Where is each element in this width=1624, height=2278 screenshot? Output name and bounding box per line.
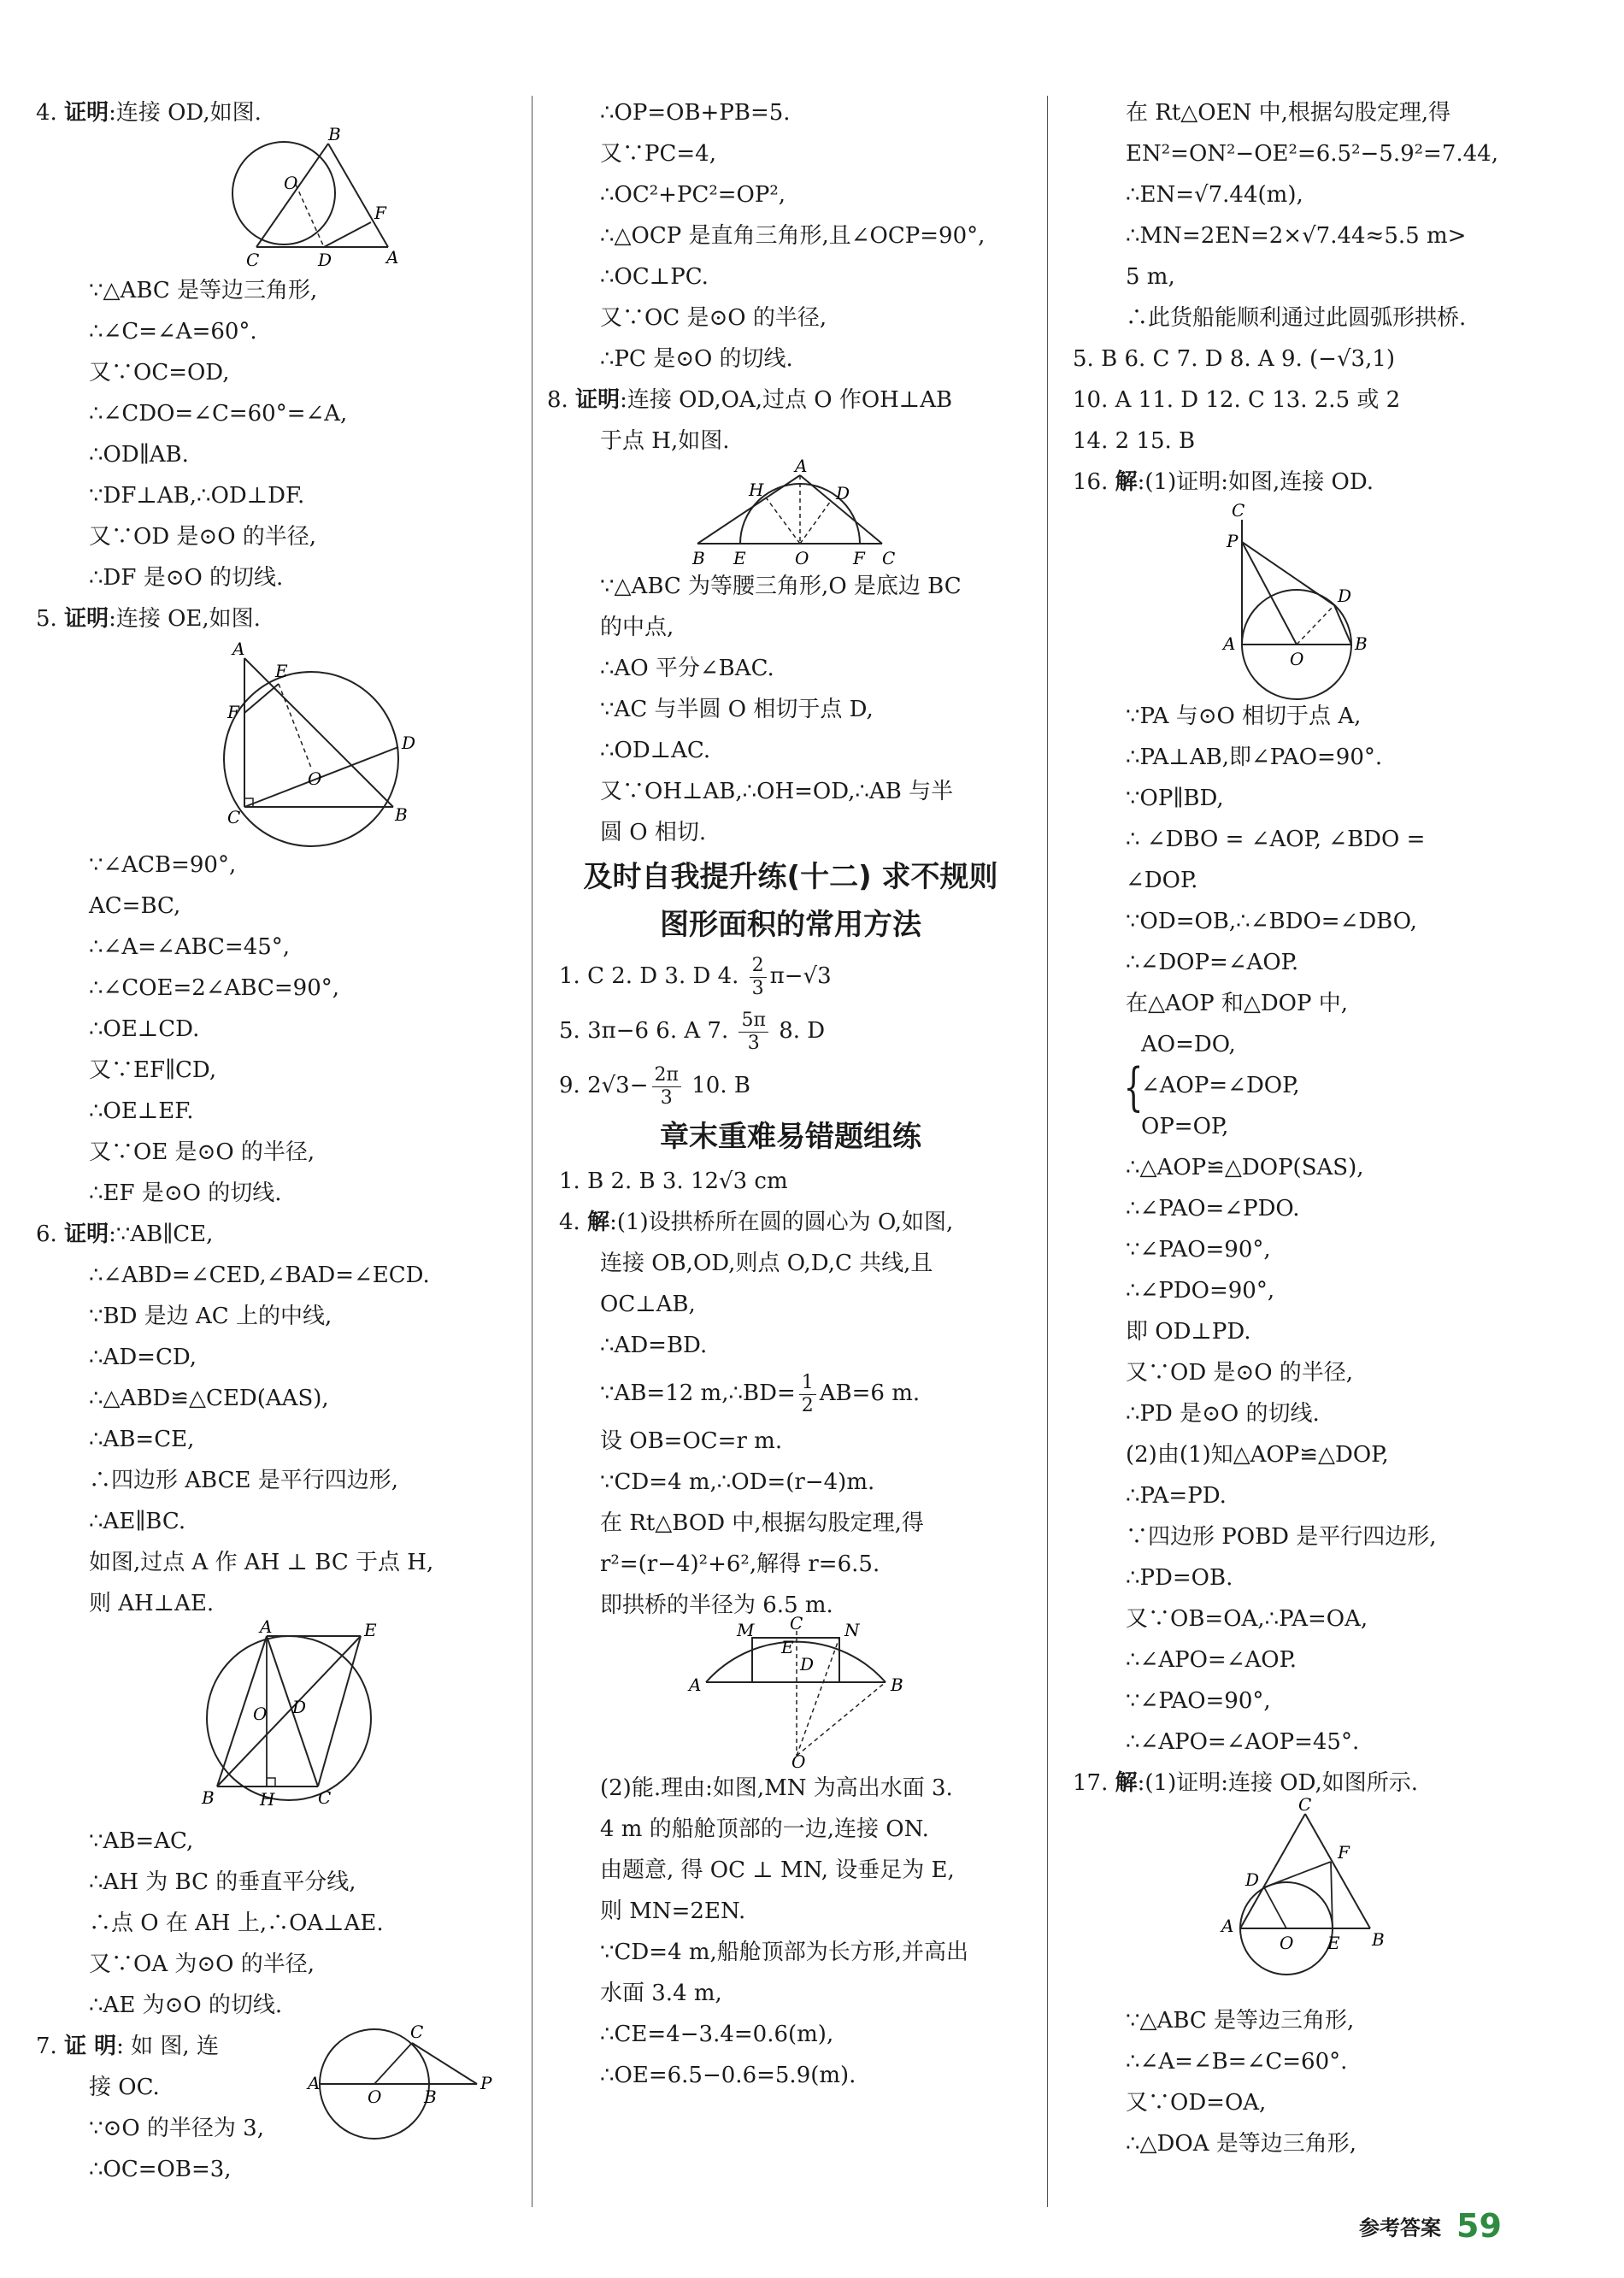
text-line: 在△AOP 和△DOP 中, xyxy=(1126,991,1349,1016)
footer-label: 参考答案 xyxy=(1359,2216,1441,2240)
text-line: ∴AD=BD. xyxy=(600,1333,708,1358)
text-line: ∴OC=OB=3, xyxy=(89,2157,232,2182)
text-line: 又∵OD 是⊙O 的半径, xyxy=(89,524,317,550)
svg-text:E: E xyxy=(733,548,746,568)
text-line: ∵PA 与⊙O 相切于点 A, xyxy=(1126,703,1362,729)
text-line: ∴DF 是⊙O 的切线. xyxy=(89,565,284,591)
text-line: r²=(r−4)²+6²,解得 r=6.5. xyxy=(600,1551,880,1577)
text-line: 4 m 的船舱顶部的一边,连接 ON. xyxy=(600,1816,929,1842)
problem-16-heading: 16. 解:(1)证明:如图,连接 OD. xyxy=(1073,469,1374,495)
answers-1-4: 1. C 2. D 3. D 4. $\frac{2}{3}$ π−√3 xyxy=(559,954,832,999)
text-line: 又∵OD=OA, xyxy=(1126,2090,1267,2116)
text-line: ∴AH 为 BC 的垂直平分线, xyxy=(89,1869,356,1895)
svg-text:C: C xyxy=(318,1787,332,1808)
svg-text:A: A xyxy=(795,456,808,476)
text-line: ∴OE⊥EF. xyxy=(89,1098,194,1124)
figure-problem-4 xyxy=(36,124,515,270)
svg-text:E: E xyxy=(275,661,288,681)
text-line: ∵CD=4 m,船舱顶部为长方形,并高出 xyxy=(600,1940,969,1965)
text-line-fraction: ∵AB=12 m,∴BD= $\frac{1}{2}$ AB=6 m. xyxy=(600,1371,921,1416)
text-line: ∴CE=4−3.4=0.6(m), xyxy=(600,2022,834,2047)
text-line: ∵△ABC 为等腰三角形,O 是底边 BC xyxy=(600,574,962,599)
text-line: ∵∠ACB=90°, xyxy=(89,852,237,878)
text-line: 又∵OH⊥AB,∴OH=OD,∴AB 与半 xyxy=(600,779,954,804)
svg-text:A: A xyxy=(1223,633,1236,654)
text-line: ∴OC⊥PC. xyxy=(600,264,709,290)
text-line: ∴△ABD≌△CED(AAS), xyxy=(89,1386,329,1411)
text-line: ∴AB=CE, xyxy=(89,1427,195,1452)
text-line: ∴OP=OB+PB=5. xyxy=(600,100,791,126)
answers-5-9: 5. B 6. C 7. D 8. A 9. (−√3,1) xyxy=(1073,346,1396,372)
svg-text:C: C xyxy=(1298,1794,1312,1815)
figure-arch-bridge xyxy=(547,1613,1034,1772)
svg-text:A: A xyxy=(689,1675,702,1695)
svg-text:F: F xyxy=(1338,1842,1350,1863)
svg-text:O: O xyxy=(1280,1933,1294,1953)
answers-1-3: 1. B 2. B 3. 12√3 cm xyxy=(559,1168,788,1194)
svg-text:O: O xyxy=(795,548,809,568)
figure-problem-8 xyxy=(547,456,1034,568)
page-footer xyxy=(1359,2207,1502,2245)
problem-4-solution-heading: 4. 解:(1)设拱桥所在圆的圆心为 O,如图, xyxy=(559,1210,954,1235)
svg-text:C: C xyxy=(1232,500,1245,521)
text-line: ∠DOP. xyxy=(1126,868,1198,893)
figure-problem-16 xyxy=(1073,500,1586,696)
text-line: ∴∠DOP=∠AOP. xyxy=(1126,950,1299,975)
text-line: 接 OC. xyxy=(89,2075,160,2100)
svg-text:A: A xyxy=(386,247,399,268)
brace: { xyxy=(1123,1057,1144,1117)
text-line: ∴OD⊥AC. xyxy=(600,738,711,763)
svg-text:M: M xyxy=(737,1620,755,1640)
svg-text:C: C xyxy=(246,250,260,270)
text-line: 的中点, xyxy=(600,615,674,640)
answers-5-8: 5. 3π−6 6. A 7. $\frac{5\pi}{3}$ 8. D xyxy=(559,1009,826,1054)
svg-text:F: F xyxy=(227,702,239,722)
answers-14-15: 14. 2 15. B xyxy=(1073,428,1196,454)
svg-text:P: P xyxy=(1227,531,1239,551)
text-line: 圆 O 相切. xyxy=(600,820,707,845)
text-line: ∵OP∥BD, xyxy=(1126,786,1224,811)
svg-text:B: B xyxy=(424,2087,437,2107)
problem-6-heading: 6. 证明:∵AB∥CE, xyxy=(36,1221,214,1247)
text-line: ∴PD 是⊙O 的切线. xyxy=(1126,1401,1320,1427)
problem-5-heading: 5. 证明:连接 OE,如图. xyxy=(36,606,261,632)
answers-10-13: 10. A 11. D 12. C 13. 2.5 或 2 xyxy=(1073,387,1401,413)
text-line: ∴∠APO=∠AOP. xyxy=(1126,1647,1297,1673)
svg-text:D: D xyxy=(800,1654,815,1675)
column-3 xyxy=(1073,92,1586,2164)
text-line: ∴OE⊥CD. xyxy=(89,1016,200,1042)
text-line: ∵⊙O 的半径为 3, xyxy=(89,2116,264,2141)
svg-text:H: H xyxy=(749,480,764,500)
figure-problem-17 xyxy=(1073,1794,1586,2000)
column-2 xyxy=(547,92,1034,2096)
text-line: 在 Rt△BOD 中,根据勾股定理,得 xyxy=(600,1510,924,1536)
text-line: 于点 H,如图. xyxy=(600,428,730,454)
section-heading-chapter-end: 章末重难易错题组练 xyxy=(660,1120,921,1154)
svg-text:B: B xyxy=(328,124,341,144)
problem-7-block xyxy=(36,2022,515,2190)
page-number: 59 xyxy=(1456,2207,1502,2245)
text-line: 即 OD⊥PD. xyxy=(1126,1319,1251,1345)
svg-text:C: C xyxy=(410,2022,424,2042)
text-line: ∴AD=CD, xyxy=(89,1345,197,1370)
text-line: ∴PA=PD. xyxy=(1126,1483,1227,1509)
text-line: ∴MN=2EN=2×√7.44≈5.5 m> xyxy=(1126,223,1467,249)
svg-text:C: C xyxy=(882,548,896,568)
text-line: ∵∠PAO=90°, xyxy=(1126,1688,1271,1714)
text-line: 又∵OC 是⊙O 的半径, xyxy=(600,305,827,331)
text-line: ∴∠APO=∠AOP=45°. xyxy=(1126,1729,1360,1755)
section-heading-12-line2: 图形面积的常用方法 xyxy=(660,908,921,942)
svg-text:A: A xyxy=(1221,1916,1234,1936)
svg-text:C: C xyxy=(790,1613,803,1633)
text-line: (2)由(1)知△AOP≌△DOP, xyxy=(1126,1442,1389,1468)
text-line: ∴EF 是⊙O 的切线. xyxy=(89,1180,282,1206)
svg-text:D: D xyxy=(402,733,416,753)
text-line: ∴∠A=∠B=∠C=60°. xyxy=(1126,2049,1348,2075)
text-line: ∴OE=6.5−0.6=5.9(m). xyxy=(600,2063,856,2088)
text-line: ∴ ∠DBO = ∠AOP, ∠BDO = xyxy=(1126,827,1426,852)
problem-7-heading: 7. 证 明: 如 图, 连 xyxy=(36,2034,219,2059)
text-line: ∴点 O 在 AH 上,∴OA⊥AE. xyxy=(89,1910,384,1936)
svg-text:O: O xyxy=(308,768,322,789)
text-line: ∴OD∥AB. xyxy=(89,442,189,468)
text-line: ∵四边形 POBD 是平行四边形, xyxy=(1126,1524,1437,1550)
text-line: ∴此货船能顺利通过此圆弧形拱桥. xyxy=(1126,305,1467,331)
text-line: 水面 3.4 m, xyxy=(600,1981,722,2006)
column-divider-1 xyxy=(532,96,533,2207)
text-line: ∴AE∥BC. xyxy=(89,1509,186,1534)
equation-system xyxy=(1073,1024,1586,1147)
text-line: ∵DF⊥AB,∴OD⊥DF. xyxy=(89,483,305,509)
svg-text:E: E xyxy=(781,1637,794,1657)
problem-4-heading: 4. 证明:连接 OD,如图. xyxy=(36,100,262,126)
text-line: ∵AB=AC, xyxy=(89,1828,194,1854)
answers-9-10: 9. 2√3− $\frac{2\pi}{3}$ 10. B xyxy=(559,1063,750,1109)
problem-17-heading: 17. 解:(1)证明:连接 OD,如图所示. xyxy=(1073,1770,1419,1796)
text-line: 又∵OE 是⊙O 的半径, xyxy=(89,1139,315,1165)
svg-text:C: C xyxy=(227,807,241,827)
svg-text:D: D xyxy=(1338,586,1352,606)
text-line: ∵∠PAO=90°, xyxy=(1126,1237,1271,1263)
text-line: ∵AC 与半圆 O 相切于点 D, xyxy=(600,697,874,722)
text-line: ∴EN=√7.44(m), xyxy=(1126,182,1303,208)
text-line: ∴△DOA 是等边三角形, xyxy=(1126,2131,1357,2157)
svg-text:O: O xyxy=(284,173,298,193)
svg-text:O: O xyxy=(368,2087,382,2107)
column-1 xyxy=(36,92,515,2190)
svg-text:O: O xyxy=(791,1751,806,1772)
text-line: 设 OB=OC=r m. xyxy=(600,1428,783,1454)
text-line: 由题意, 得 OC ⊥ MN, 设垂足为 E, xyxy=(600,1857,955,1883)
svg-text:E: E xyxy=(1327,1933,1340,1953)
svg-text:B: B xyxy=(891,1675,903,1695)
text-line: ∵BD 是边 AC 上的中线, xyxy=(89,1304,332,1329)
svg-text:B: B xyxy=(1372,1929,1385,1950)
text-line: ∴△AOP≌△DOP(SAS), xyxy=(1126,1155,1364,1180)
svg-text:A: A xyxy=(260,1616,273,1637)
svg-text:A: A xyxy=(308,2073,321,2093)
text-line: 又∵OB=OA,∴PA=OA, xyxy=(1126,1606,1368,1632)
problem-8-heading: 8. 证明:连接 OD,OA,过点 O 作OH⊥AB xyxy=(547,387,953,413)
svg-text:B: B xyxy=(202,1787,215,1808)
svg-text:B: B xyxy=(1355,633,1368,654)
text-line: OP=OP, xyxy=(1141,1114,1229,1139)
text-line: ∵△ABC 是等边三角形, xyxy=(1126,2008,1355,2034)
text-line: ∴∠C=∠A=60°. xyxy=(89,319,257,344)
text-line: EN²=ON²−OE²=6.5²−5.9²=7.44, xyxy=(1126,141,1498,167)
text-line: ∵OD=OB,∴∠BDO=∠DBO, xyxy=(1126,909,1417,934)
svg-text:F: F xyxy=(374,203,386,223)
text-line: 即拱桥的半径为 6.5 m. xyxy=(600,1592,833,1618)
text-line: 又∵OD 是⊙O 的半径, xyxy=(1126,1360,1354,1386)
text-line: ∴PD=OB. xyxy=(1126,1565,1233,1591)
text-line: (2)能.理由:如图,MN 为高出水面 3. xyxy=(600,1775,953,1801)
text-line: 5 m, xyxy=(1126,264,1175,290)
text-line: ∵CD=4 m,∴OD=(r−4)m. xyxy=(600,1469,875,1495)
figure-problem-7 xyxy=(308,2024,521,2144)
text-line: 则 MN=2EN. xyxy=(600,1898,746,1924)
figure-problem-5 xyxy=(36,639,515,845)
svg-text:F: F xyxy=(853,548,865,568)
svg-text:O: O xyxy=(253,1704,268,1724)
svg-text:P: P xyxy=(480,2073,492,2093)
text-line: ∠AOP=∠DOP, xyxy=(1141,1073,1300,1098)
text-line: AO=DO, xyxy=(1141,1032,1236,1057)
svg-text:B: B xyxy=(692,548,705,568)
text-line: ∴OC²+PC²=OP², xyxy=(600,182,786,208)
text-line: 则 AH⊥AE. xyxy=(89,1591,215,1616)
text-line: 又∵OA 为⊙O 的半径, xyxy=(89,1951,315,1977)
text-line: ∴△OCP 是直角三角形,且∠OCP=90°, xyxy=(600,223,986,249)
svg-text:A: A xyxy=(232,639,245,659)
svg-text:D: D xyxy=(836,483,850,503)
text-line: ∴四边形 ABCE 是平行四边形, xyxy=(89,1468,399,1493)
text-line: ∴∠A=∠ABC=45°, xyxy=(89,934,291,960)
text-line: ∴AE 为⊙O 的切线. xyxy=(89,1993,283,2018)
text-line: ∴∠ABD=∠CED,∠BAD=∠ECD. xyxy=(89,1263,430,1288)
text-line: 连接 OB,OD,则点 O,D,C 共线,且 xyxy=(600,1251,933,1276)
text-line: 又∵PC=4, xyxy=(600,141,716,167)
svg-text:D: D xyxy=(318,250,332,270)
text-line: ∴∠PDO=90°, xyxy=(1126,1278,1275,1304)
svg-text:O: O xyxy=(1290,649,1304,669)
text-line: ∴∠PAO=∠PDO. xyxy=(1126,1196,1300,1221)
figure-problem-6 xyxy=(36,1616,515,1821)
text-line: OC⊥AB, xyxy=(600,1292,696,1317)
text-line: ∴AO 平分∠BAC. xyxy=(600,656,774,681)
svg-text:H: H xyxy=(260,1789,275,1810)
svg-text:D: D xyxy=(292,1697,307,1717)
text-line: ∵△ABC 是等边三角形, xyxy=(89,278,318,303)
text-line: 又∵OC=OD, xyxy=(89,360,230,386)
text-line: ∴∠COE=2∠ABC=90°, xyxy=(89,975,340,1001)
text-line: AC=BC, xyxy=(89,893,181,919)
text-line: 又∵EF∥CD, xyxy=(89,1057,217,1083)
text-line: 如图,过点 A 作 AH ⊥ BC 于点 H, xyxy=(89,1550,434,1575)
text-line: ∴PC 是⊙O 的切线. xyxy=(600,346,793,372)
svg-text:E: E xyxy=(364,1620,377,1640)
svg-text:N: N xyxy=(844,1620,860,1640)
column-divider-2 xyxy=(1047,96,1048,2207)
text-line: ∴∠CDO=∠C=60°=∠A, xyxy=(89,401,348,427)
text-line: 在 Rt△OEN 中,根据勾股定理,得 xyxy=(1126,100,1451,126)
svg-text:B: B xyxy=(395,804,408,825)
svg-text:D: D xyxy=(1245,1869,1260,1890)
text-line: ∴PA⊥AB,即∠PAO=90°. xyxy=(1126,745,1383,770)
section-heading-12: 及时自我提升练(十二) 求不规则 xyxy=(583,860,998,894)
